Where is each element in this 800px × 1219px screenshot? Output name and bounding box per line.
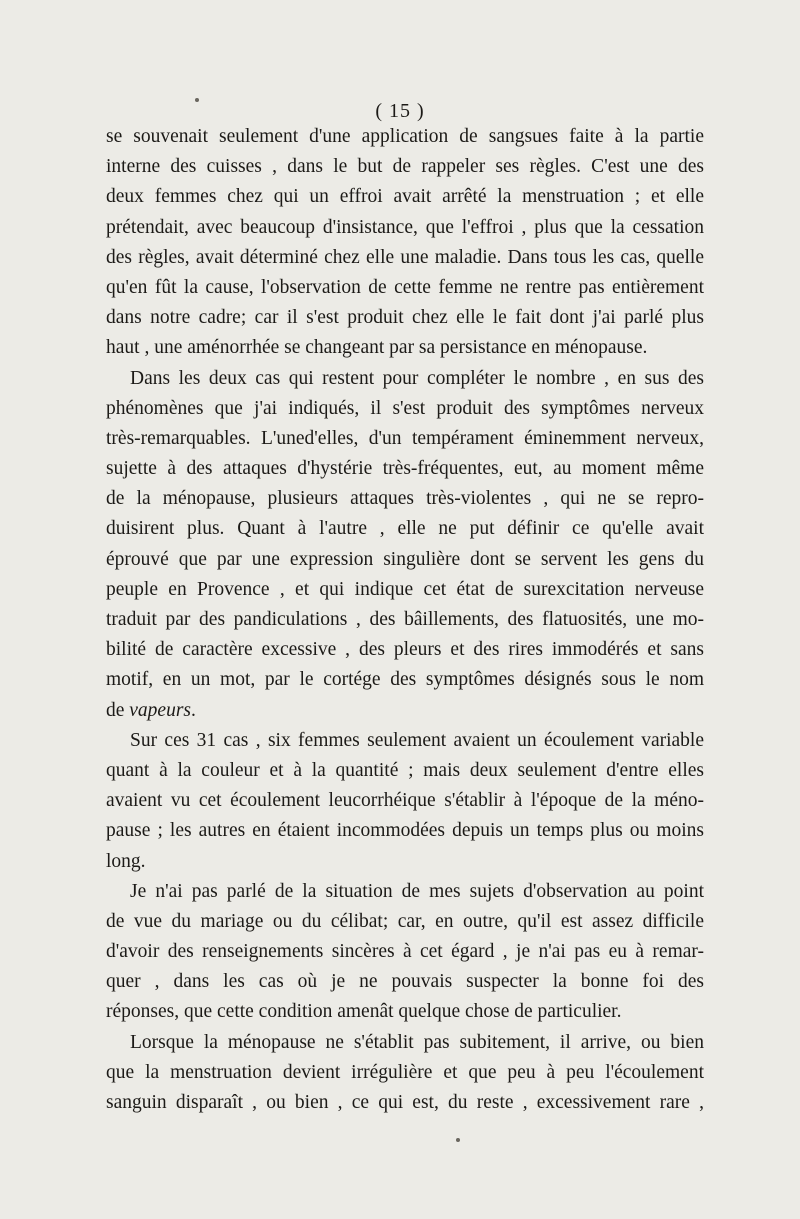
text-line: éprouvé que par une expression singulière dont se servent les gens du bbox=[106, 548, 704, 570]
text-line: dans notre cadre; car il s'est produit chez elle le fait dont j'ai parlé plus bbox=[106, 307, 704, 329]
text-line: quant à la couleur et à la quantité ; mais deux seulement d'entre elles bbox=[106, 759, 704, 781]
text-line: de vapeurs. bbox=[106, 699, 196, 721]
text-line: quer , dans les cas où je ne pouvais suspecter la bonne foi des bbox=[106, 971, 704, 993]
text-line: que la menstruation devient irrégulière et que peu à peu l'écoulement bbox=[106, 1061, 704, 1083]
text-line: Dans les deux cas qui restent pour compléter le nombre , en sus des bbox=[130, 367, 704, 389]
body-text bbox=[106, 122, 704, 1118]
text-line: qu'en fût la cause, l'observation de cette femme ne rentre pas entièrement bbox=[106, 276, 704, 298]
text-line: très-remarquables. L'uned'elles, d'un tempérament éminemment nerveux, bbox=[106, 427, 704, 449]
text-line: motif, en un mot, par le cortége des symptômes désignés sous le nom bbox=[106, 669, 704, 691]
text-line: avaient vu cet écoulement leucorrhéique s'établir à l'époque de la méno- bbox=[106, 790, 704, 812]
text-line: deux femmes chez qui un effroi avait arrêté la menstruation ; et elle bbox=[106, 186, 704, 208]
text-line: Sur ces 31 cas , six femmes seulement avaient un écoulement variable bbox=[130, 729, 704, 751]
text-line: haut , une aménorrhée se changeant par sa persistance en ménopause. bbox=[106, 337, 648, 359]
text-line: de vue du mariage ou du célibat; car, en outre, qu'il est assez difficile bbox=[106, 910, 704, 932]
text-line: réponses, que cette condition amenât quelque chose de particulier. bbox=[106, 1001, 622, 1023]
text-line: sanguin disparaît , ou bien , ce qui est, du reste , excessivement rare , bbox=[106, 1092, 704, 1113]
text-line: interne des cuisses , dans le but de rappeler ses règles. C'est une des bbox=[106, 156, 704, 178]
print-speck bbox=[456, 1138, 460, 1142]
text-line: pause ; les autres en étaient incommodées depuis un temps plus ou moins bbox=[106, 820, 704, 842]
text-line: d'avoir des renseignements sincères à cet égard , je n'ai pas eu à remar- bbox=[106, 941, 704, 963]
text-line: long. bbox=[106, 850, 146, 872]
text-line: des règles, avait déterminé chez elle une maladie. Dans tous les cas, quelle bbox=[106, 246, 704, 268]
text-line: se souvenait seulement d'une application de sangsues faite à la partie bbox=[106, 126, 704, 147]
text-line: Je n'ai pas parlé de la situation de mes sujets d'observation au point bbox=[130, 880, 704, 902]
text-line: traduit par des pandiculations , des bâillements, des flatuosités, une mo- bbox=[106, 609, 704, 630]
text-line: bilité de caractère excessive , des pleurs et des rires immodérés et sans bbox=[106, 639, 704, 661]
text-line: Lorsque la ménopause ne s'établit pas subitement, il arrive, ou bien bbox=[130, 1031, 704, 1053]
text-line: prétendait, avec beaucoup d'insistance, que l'effroi , plus que la cessation bbox=[106, 216, 704, 238]
text-line: peuple en Provence , et qui indique cet état de surexcitation nerveuse bbox=[106, 578, 704, 600]
page-number: ( 15 ) bbox=[375, 100, 425, 122]
text-line: phénomènes que j'ai indiqués, il s'est produit des symptômes nerveux bbox=[106, 397, 704, 419]
text-line: de la ménopause, plusieurs attaques très-violentes , qui ne se repro- bbox=[106, 488, 704, 510]
text-line: duisirent plus. Quant à l'autre , elle ne put définir ce qu'elle avait bbox=[106, 518, 704, 540]
text-line: sujette à des attaques d'hystérie très-fréquentes, eut, au moment même bbox=[106, 458, 704, 480]
print-speck bbox=[195, 98, 199, 102]
